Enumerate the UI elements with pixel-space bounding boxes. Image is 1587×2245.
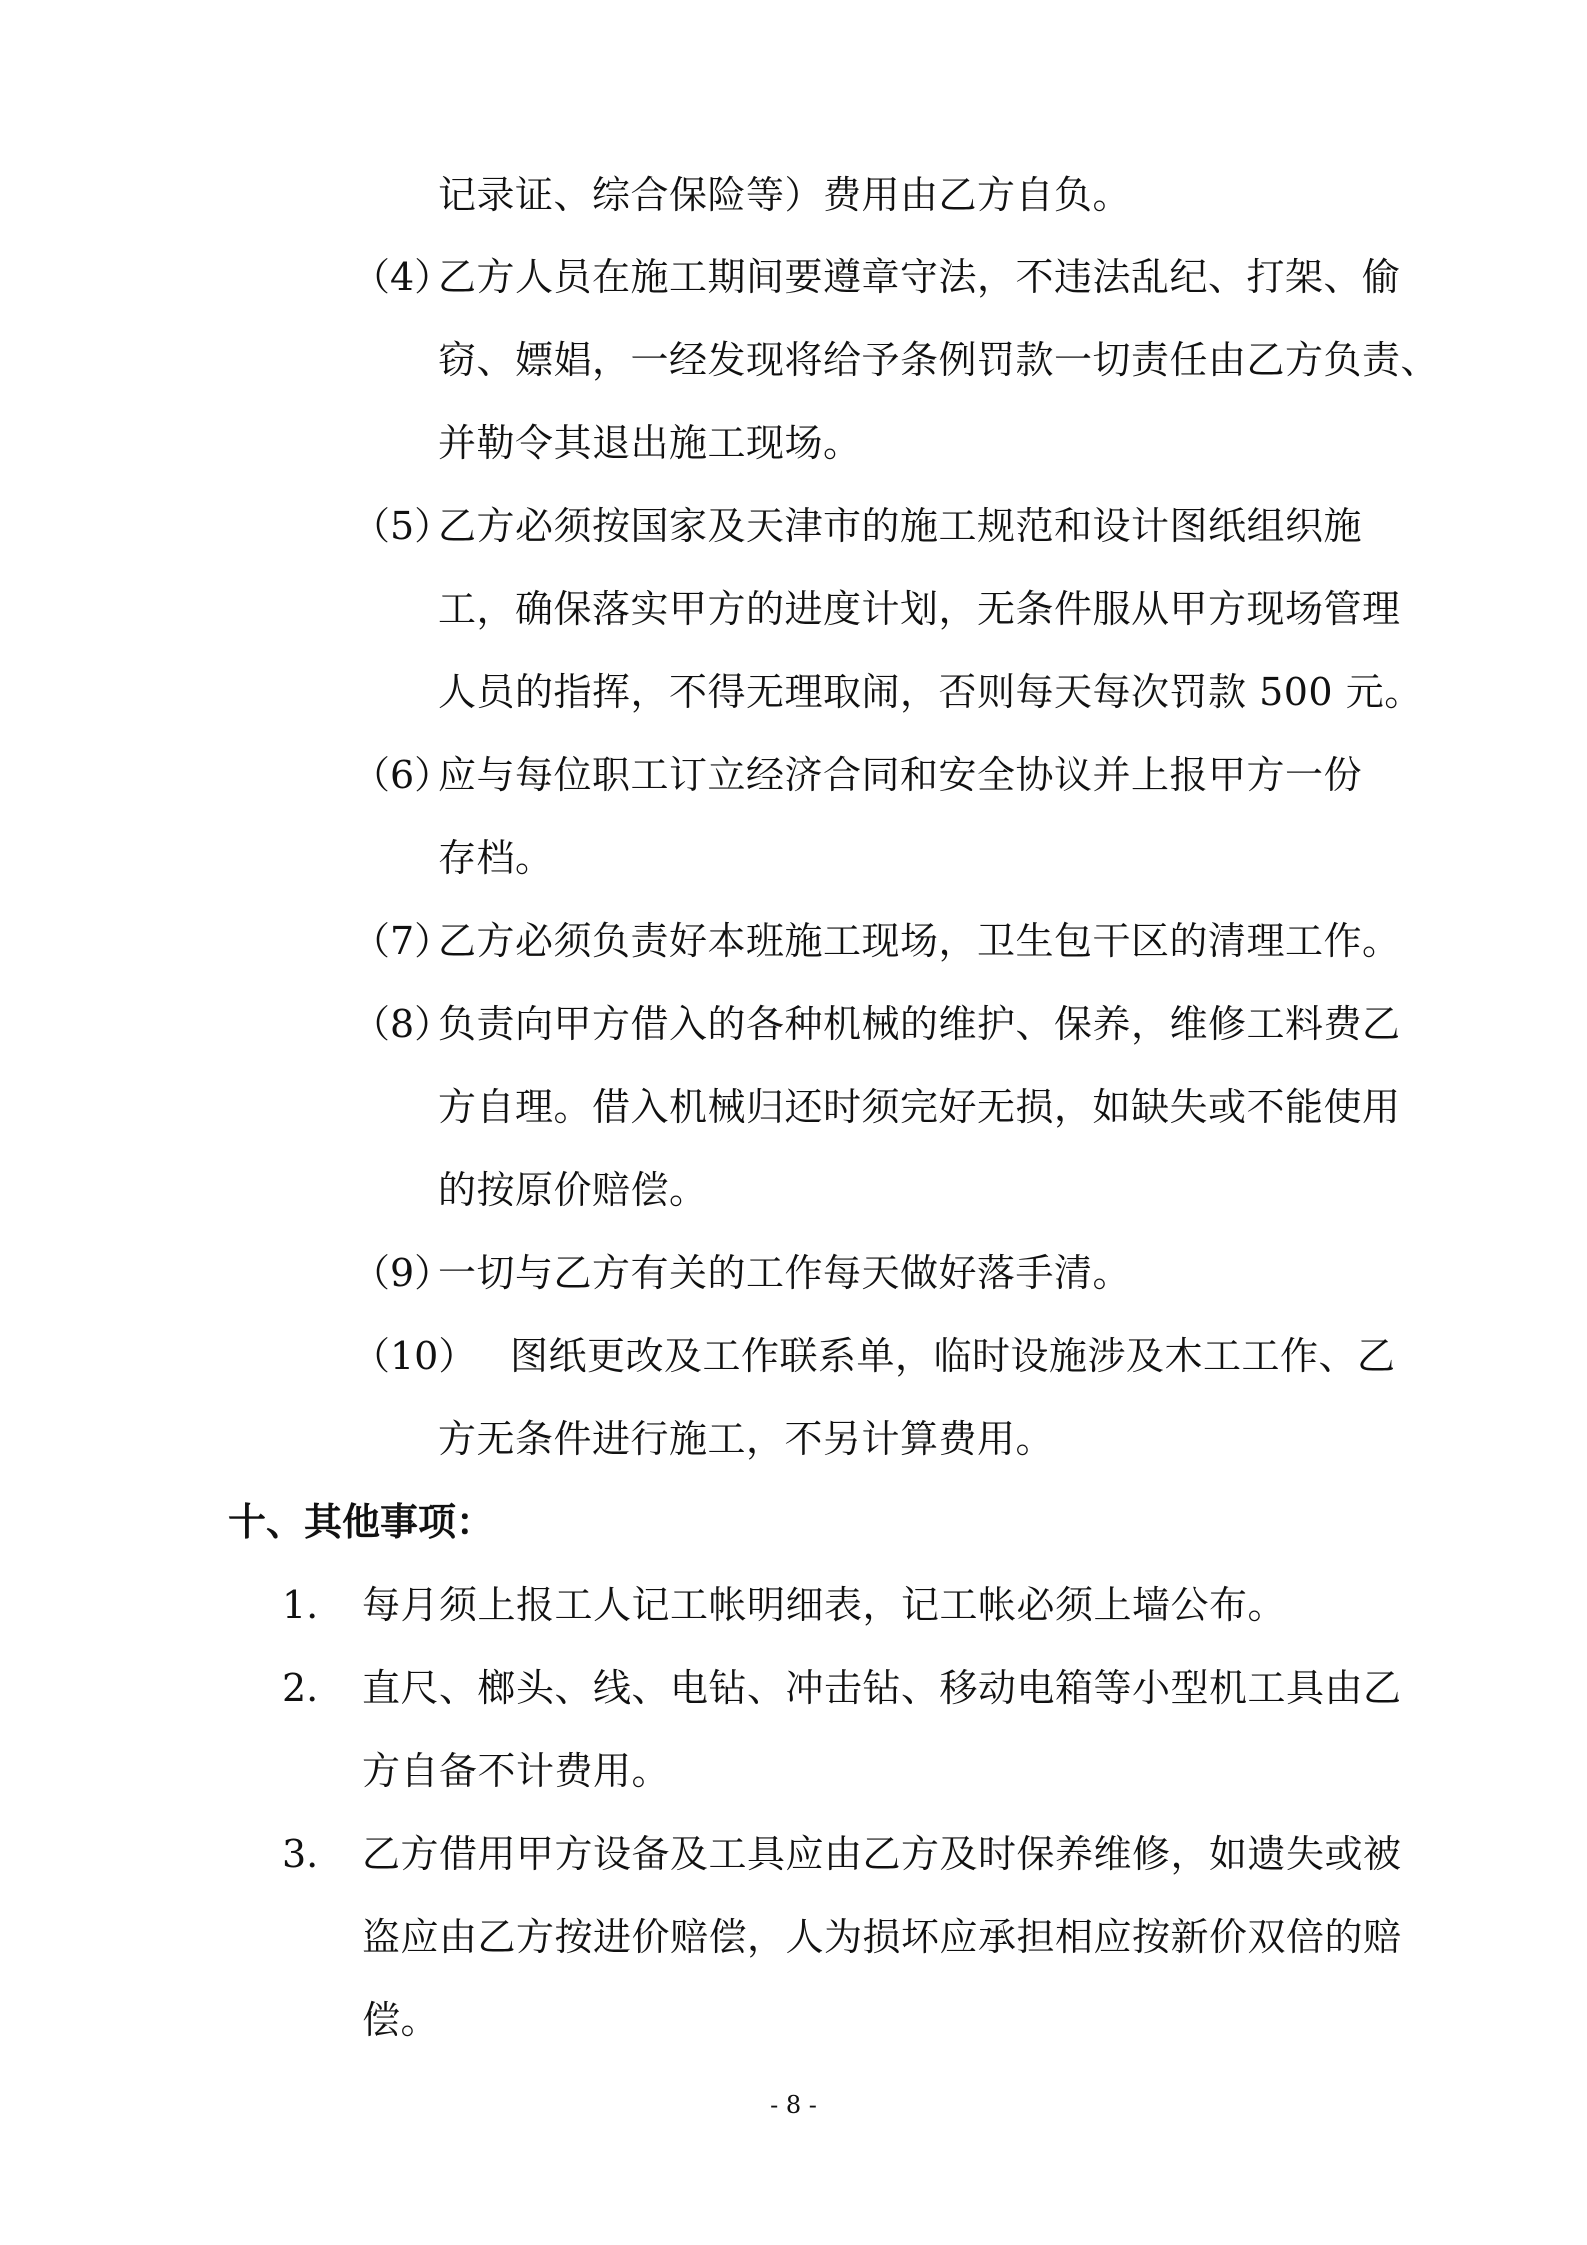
item-number: （6） bbox=[352, 753, 453, 797]
text-line: 图纸更改及工作联系单，临时设施涉及木工工作、乙 bbox=[510, 1334, 1396, 1378]
text-line: 乙方人员在施工期间要遵章守法，不违法乱纪、打架、偷 bbox=[438, 255, 1401, 299]
text-line: 记录证、综合保险等）费用由乙方自负。 bbox=[438, 173, 1132, 217]
text-line: 直尺、榔头、线、电钻、冲击钻、移动电箱等小型机工具由乙 bbox=[362, 1666, 1402, 1710]
text-line: 方自理。借入机械归还时须完好无损，如缺失或不能使用 bbox=[438, 1085, 1401, 1129]
section-heading: 十、其他事项： bbox=[228, 1499, 495, 1544]
text-line: 每月须上报工人记工帐明细表，记工帐必须上墙公布。 bbox=[362, 1583, 1287, 1627]
text-line: 乙方必须按国家及天津市的施工规范和设计图纸组织施 bbox=[438, 504, 1363, 548]
text-line: 一切与乙方有关的工作每天做好落手清。 bbox=[438, 1251, 1132, 1295]
text-line: 窃、嫖娼，一经发现将给予条例罚款一切责任由乙方负责、 bbox=[438, 338, 1440, 382]
text-line: 乙方必须负责好本班施工现场，卫生包干区的清理工作。 bbox=[438, 919, 1401, 963]
item-number: （7） bbox=[352, 919, 453, 963]
item-number: （5） bbox=[352, 504, 453, 548]
text-line: 偿。 bbox=[362, 1998, 440, 2042]
page-number: - 8 - bbox=[770, 2091, 817, 2119]
text-line: 并勒令其退出施工现场。 bbox=[438, 421, 862, 465]
text-line: 存档。 bbox=[438, 836, 554, 880]
list-number: 2. bbox=[282, 1666, 319, 1710]
list-number: 1. bbox=[282, 1583, 319, 1627]
item-number: （8） bbox=[352, 1002, 453, 1046]
text-line: 乙方借用甲方设备及工具应由乙方及时保养维修，如遗失或被 bbox=[362, 1832, 1402, 1876]
text-line: 负责向甲方借入的各种机械的维护、保养，维修工料费乙 bbox=[438, 1002, 1401, 1046]
text-line: 方自备不计费用。 bbox=[362, 1749, 671, 1793]
item-number: （10） bbox=[352, 1334, 477, 1378]
text-line: 方无条件进行施工，不另计算费用。 bbox=[438, 1417, 1055, 1461]
text-line: 的按原价赔偿。 bbox=[438, 1168, 708, 1212]
text-line: 人员的指挥，不得无理取闹，否则每天每次罚款 500 元。 bbox=[438, 670, 1423, 714]
item-number: （9） bbox=[352, 1251, 453, 1295]
item-number: （4） bbox=[352, 255, 453, 299]
text-line: 盗应由乙方按进价赔偿，人为损坏应承担相应按新价双倍的赔 bbox=[362, 1915, 1402, 1959]
text-line: 工，确保落实甲方的进度计划，无条件服从甲方现场管理 bbox=[438, 587, 1401, 631]
text-line: 应与每位职工订立经济合同和安全协议并上报甲方一份 bbox=[438, 753, 1363, 797]
list-number: 3. bbox=[282, 1832, 319, 1876]
